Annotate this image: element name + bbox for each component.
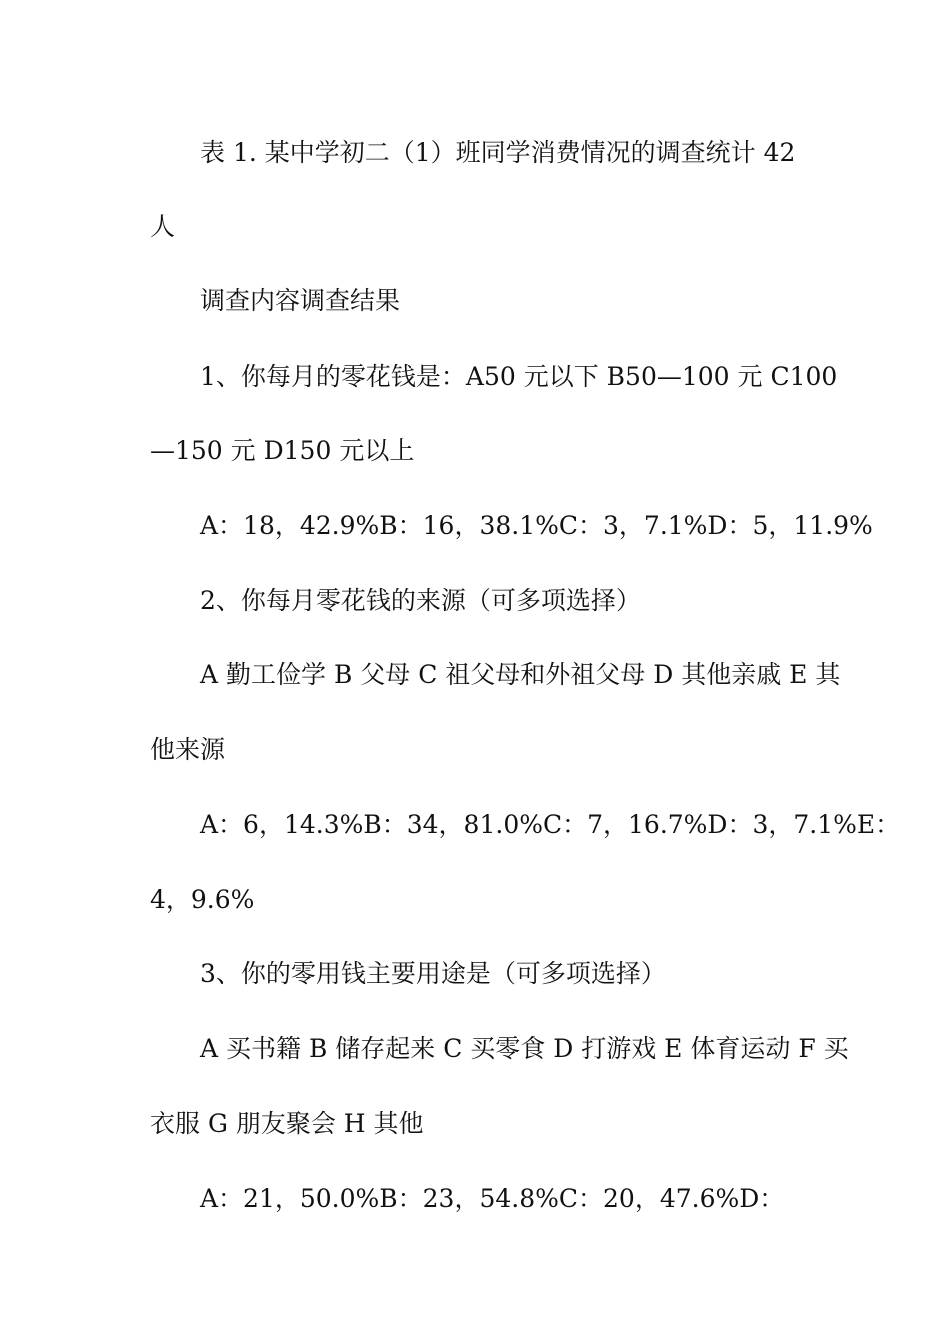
question-1-line-2: —150 元 D150 元以上: [150, 436, 415, 465]
question-2: 2、你每月零花钱的来源（可多项选择）: [200, 586, 641, 615]
question-1-line-1: 1、你每月的零花钱是：A50 元以下 B50—100 元 C100: [200, 362, 838, 391]
answer-1: A：18，42.9%B：16，38.1%C：3，7.1%D：5，11.9%: [200, 511, 873, 540]
options-2-line-2: 他来源: [150, 735, 226, 764]
table-caption-line-1: 表 1. 某中学初二（1）班同学消费情况的调查统计 42: [200, 138, 796, 167]
answer-2-line-1: A：6，14.3%B：34，81.0%C：7，16.7%D：3，7.1%E：: [200, 810, 901, 839]
table-caption-line-2: 人: [150, 212, 176, 241]
survey-header: 调查内容调查结果: [200, 286, 401, 315]
options-3-line-1: A 买书籍 B 储存起来 C 买零食 D 打游戏 E 体育运动 F 买: [200, 1034, 849, 1063]
options-2-line-1: A 勤工俭学 B 父母 C 祖父母和外祖父母 D 其他亲戚 E 其: [200, 660, 841, 689]
answer-2-line-2: 4，9.6%: [150, 885, 255, 914]
answer-3-line-1: A：21，50.0%B：23，54.8%C：20，47.6%D：: [200, 1184, 785, 1213]
question-3: 3、你的零用钱主要用途是（可多项选择）: [200, 959, 666, 988]
options-3-line-2: 衣服 G 朋友聚会 H 其他: [150, 1109, 424, 1138]
